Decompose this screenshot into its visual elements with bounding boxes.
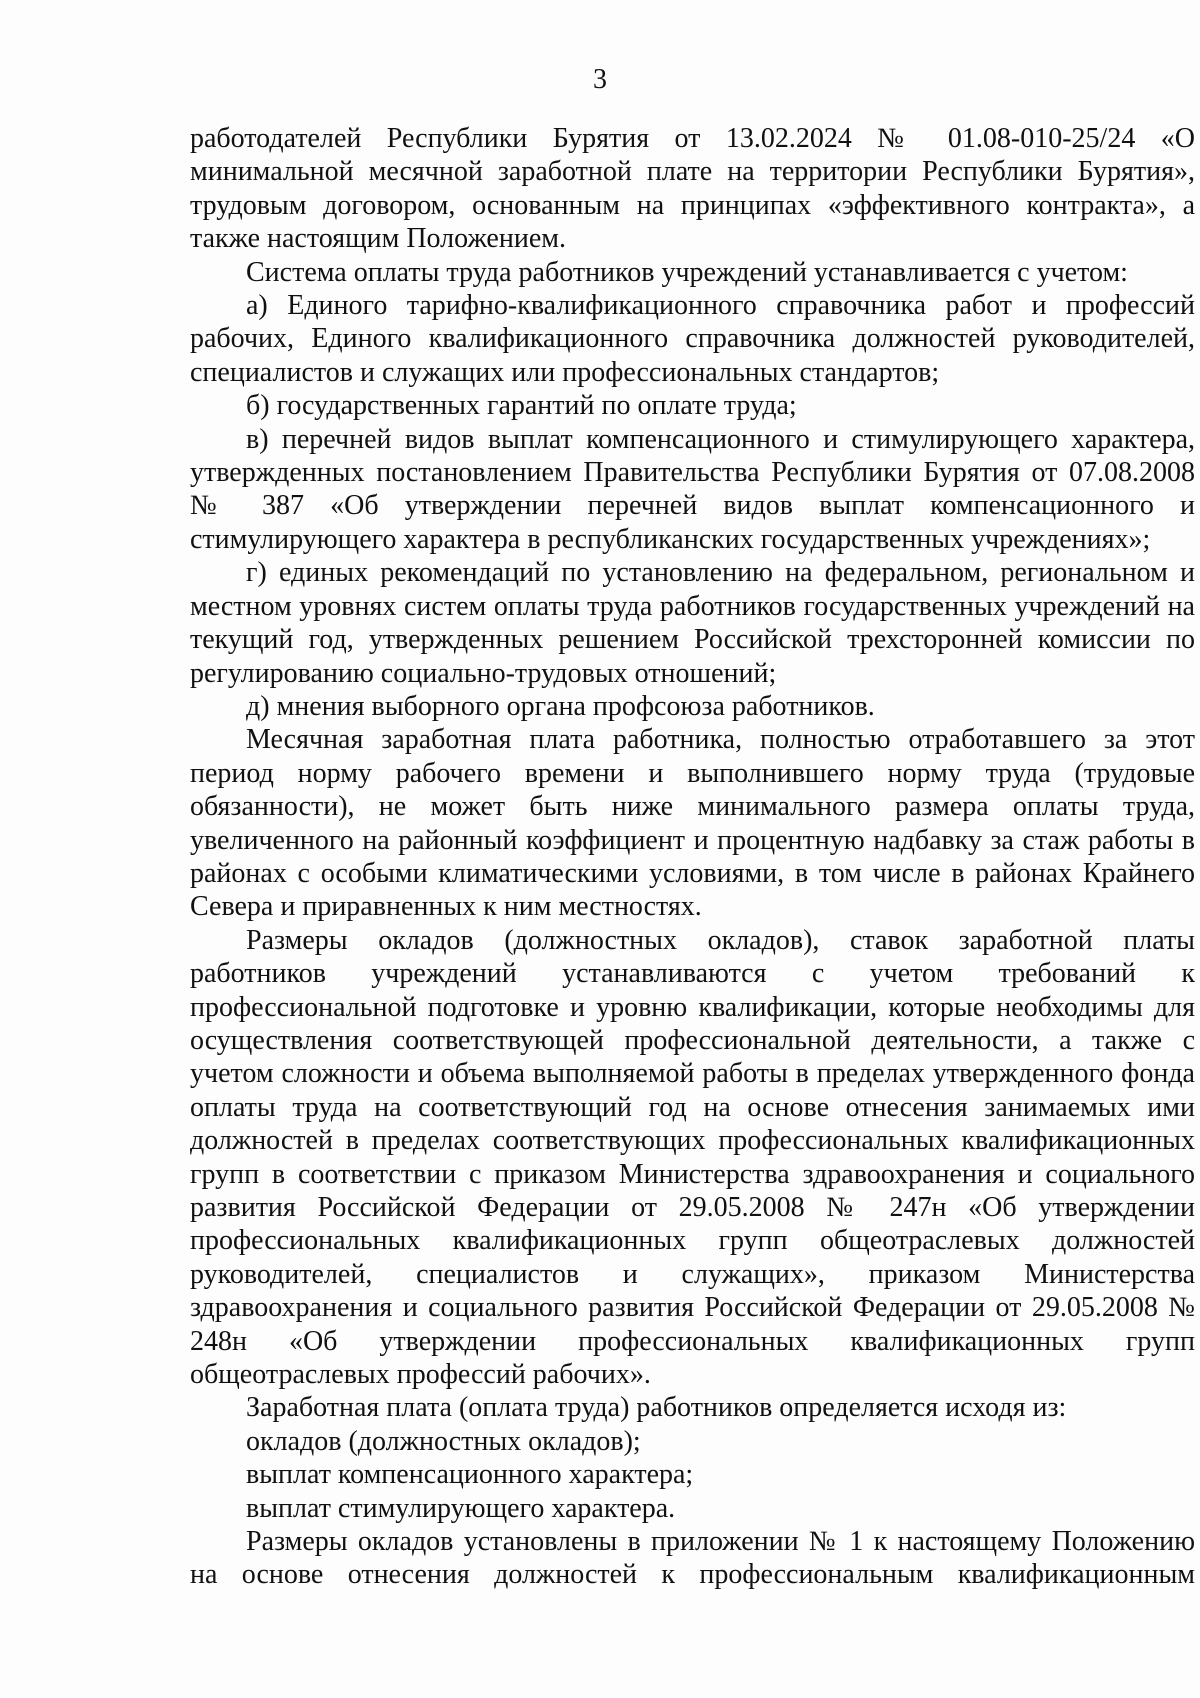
- paragraph: Месячная заработная плата работника, полностью отработавшего за этот период норму рабочего времени и выполнившего норму труда (трудовые обязанности), не может быть ниже минимального размера оплаты труда, увеличенного на районный коэффициент и процентную надбавку за стаж работы в районах с особыми климатическими условиями, в том числе в районах Крайнего Севера и приравненных к ним местностях.: [190, 724, 1195, 923]
- list-item: д) мнения выборного органа профсоюза работников.: [246, 690, 875, 722]
- paragraph: Заработная плата (оплата труда) работников определяется исходя из:: [246, 1392, 1067, 1424]
- list-item: выплат компенсационного характера;: [246, 1459, 694, 1491]
- list-item: а) Единого тарифно-квалификационного справочника работ и профессий рабочих, Единого квалификационного справочника должностей руководителей, специалистов и служащих или профессиональных стандартов;: [190, 290, 1195, 388]
- paragraph: Система оплаты труда работников учреждений устанавливается с учетом:: [246, 256, 1128, 288]
- list-item: г) единых рекомендаций по установлению на федеральном, региональном и местном уровнях систем оплаты труда работников государственных учреждений на текущий год, утвержденных решением Российской трехсторонней комиссии по регулированию социально-трудовых отношений;: [190, 557, 1195, 689]
- paragraph: работодателей Республики Бурятия от 13.02.2024 № 01.08-010-25/24 «О минимальной месячной заработной плате на территории Республики Бурятия», трудовым договором, основанным на принципах «эффективного контракта», а также настоящим Положением.: [190, 123, 1195, 255]
- paragraph: Размеры окладов установлены в приложении № 1 к настоящему Положению на основе отнесения должностей к профессиональным квалификационным: [190, 1526, 1195, 1591]
- page-number: 3: [593, 64, 607, 95]
- document-body: [190, 122, 1195, 1592]
- list-item: в) перечней видов выплат компенсационного и стимулирующего характера, утвержденных постановлением Правительства Республики Бурятия от 07.08.2008 № 387 «Об утверждении перечней видов выплат компенсационного и стимулирующего характера в республиканских государственных учреждениях»;: [190, 423, 1195, 555]
- paragraph: Размеры окладов (должностных окладов), ставок заработной платы работников учреждений устанавливаются с учетом требований к профессиональной подготовке и уровню квалификации, которые необходимы для осуществления соответствующей профессиональной деятельности, а также с учетом сложности и объема выполняемой работы в пределах утвержденного фонда оплаты труда на соответствующий год на основе отнесения занимаемых ими должностей в пределах соответствующих профессиональных квалификационных групп в соответствии с приказом Министерства здравоохранения и социального развития Российской Федерации от 29.05.2008 № 247н «Об утверждении профессиональных квалификационных групп общеотраслевых должностей руководителей, специалистов и служащих», приказом Министерства здравоохранения и социального развития Российской Федерации от 29.05.2008 № 248н «Об утверждении профессиональных квалификационных групп общеотраслевых профессий рабочих».: [190, 924, 1195, 1391]
- list-item: выплат стимулирующего характера.: [246, 1492, 676, 1524]
- list-item: окладов (должностных окладов);: [246, 1425, 641, 1457]
- list-item: б) государственных гарантий по оплате труда;: [246, 390, 797, 422]
